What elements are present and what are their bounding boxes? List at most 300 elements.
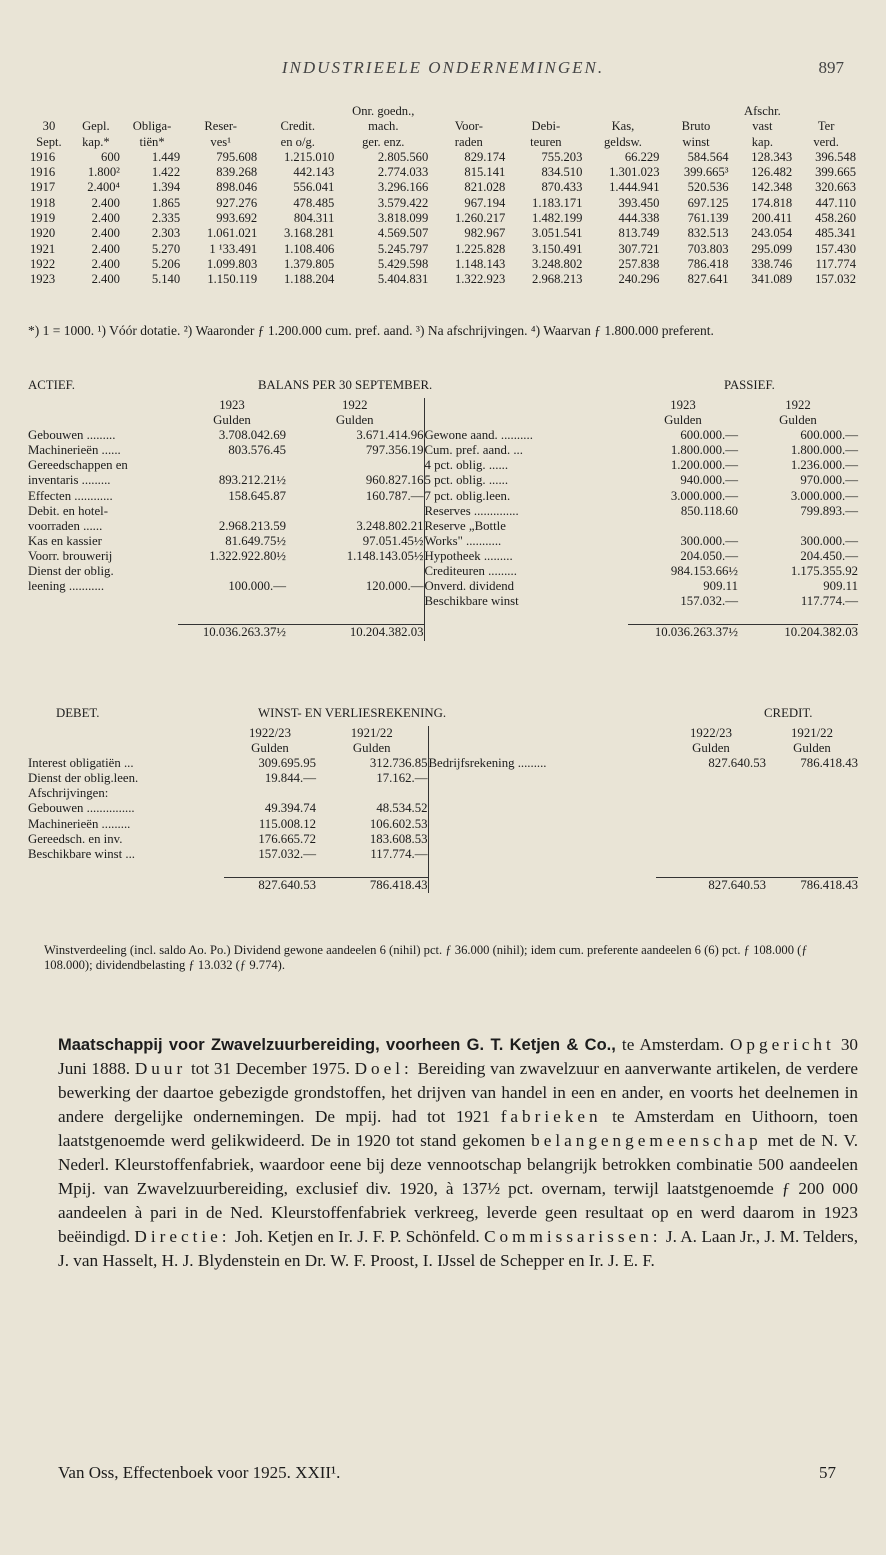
stat-cell: 761.139 [687,211,729,226]
account-label [28,756,224,771]
item-name: leening [28,579,66,594]
account-row [28,832,858,847]
account-value: 106.602.53 [316,817,428,832]
account-value [286,458,424,473]
stat-year: 1919 [30,211,56,226]
account-value [656,801,766,816]
balance-sheet [28,378,858,641]
stat-cell: 1.449 [151,149,181,164]
year-header: Gulden [286,413,424,428]
statistics-table [28,104,858,288]
account-value: 1.322.922.80½ [209,548,286,563]
year-header: Gulden [779,413,817,428]
account-label [424,594,628,609]
account-label [424,428,628,443]
stat-cell: 584.564 [687,149,729,164]
account-value: 19.844.— [264,771,316,786]
stat-header-text: Obliga- [132,119,172,134]
stat-row [28,257,858,272]
belang-text: met de N. V. Nederl. Kleurstoffenfabriek, waardoor eene bij deze vennootschap belangrijk betrokken combinatie 500 aandeelen Mpij. van Zwavelzuurbereiding, exclusief div. 1920, à 137½ pct. overnam, terwijl laatstgenoemde ƒ 200 000 aandeelen à pari in de Ned. Kleurstoffenfabriek verkreeg, leverde geen resultaat op en werd daarom in 1923 beëindigd. [58,1131,858,1246]
balance-center-title: BALANS PER 30 SEPTEMBER. [258,378,433,392]
total-value: 10.036.263.37½ [628,625,738,641]
stat-cell: 815.141 [464,165,506,180]
account-value [656,771,766,786]
doel-label: Doel: [354,1059,413,1078]
spacer [628,609,738,625]
account-value: 48.534.52 [316,801,428,816]
year-header: Gulden [316,741,428,756]
total-value: 786.418.43 [766,877,858,893]
account-row [28,771,858,786]
account-value: 309.695.95 [258,756,316,771]
account-value [656,832,766,847]
account-value: 850.118.60 [680,503,738,518]
account-value: 797.356.19 [286,443,424,458]
account-value: 1.148.143.05½ [286,549,424,564]
stat-cell: 1.108.406 [283,241,335,256]
stat-header-text: Reser- [204,119,237,134]
stat-column-header [661,104,730,119]
spacer [424,398,628,413]
commissarissen-text: J. A. Laan Jr., J. M. Telders, J. van Hasselt, H. J. Blydenstein en Dr. W. F. Proost, I. IJssel de Schepper en Ir. J. E. F. [58,1227,858,1270]
account-value [766,786,858,801]
account-label [428,771,656,786]
stat-cell: 982.967 [464,226,506,241]
stat-column-header [28,119,70,134]
stat-cell: 1.301.023 [609,165,660,180]
account-value: 2.968.213.59 [218,518,286,533]
stat-column-header [28,135,70,150]
account-value: 3.248.802.21 [286,519,424,534]
account-value: 1.236.000.— [790,458,858,473]
stat-cell: 1.148.143 [454,256,506,271]
directie-label: Directie: [134,1227,231,1246]
stat-cell: 243.054 [751,226,793,241]
account-value: 160.787.— [286,489,424,504]
account-value: 100.000.— [228,579,286,594]
stat-cell: 967.194 [464,195,506,210]
total-value: 10.204.382.03 [738,625,858,641]
account-value: 157.032.— [258,846,316,861]
stat-cell: 839.268 [216,165,258,180]
item-name: voorraden [28,518,80,533]
account-label [28,564,178,579]
leader-dots: ... [122,846,135,861]
account-value: 300.000.— [800,533,858,548]
stat-column-header [507,104,584,119]
leader-dots: ......... [83,428,116,443]
stat-cell: 755.203 [541,149,583,164]
stat-cell: 128.343 [751,149,793,164]
item-name: Machinerieën [28,443,99,458]
account-label [428,817,656,832]
stat-cell: 5.206 [151,256,181,271]
stat-column-header [584,119,661,134]
stat-cell: 1.061.021 [206,226,258,241]
stat-cell: 5.429.598 [377,256,429,271]
account-value: 120.000.— [286,579,424,594]
balance-right-title: PASSIEF. [724,378,775,392]
stat-cell: 2.303 [151,226,181,241]
item-name: Gereedschappen en [28,458,128,473]
account-label [424,564,628,579]
stat-header-text: Voor- [454,119,483,134]
account-row [28,489,858,504]
spacer [28,398,178,413]
account-label [424,549,628,564]
stat-year: 1921 [30,241,56,256]
stat-header-text: Bruto [681,119,711,134]
account-label [28,579,178,594]
year-header: 1922 [286,398,424,413]
stat-column-header [794,104,858,119]
stat-cell: 821.028 [464,180,506,195]
stat-cell: 813.749 [618,226,660,241]
stat-cell: 2.400⁴ [87,180,120,195]
year-header: 1922/23 [249,726,291,740]
stat-cell: 5.270 [151,241,181,256]
stat-cell: 1.150.119 [207,272,258,287]
stat-column-header [794,119,858,134]
stat-column-header [336,119,430,134]
account-value: 1.800.000.— [790,443,858,458]
stat-cell: 1.183.171 [532,195,583,210]
leader-dots: ......... [78,473,111,488]
leader-dots: ........... [65,579,105,594]
item-name: Hypotheek [424,548,481,563]
pl-left-title: DEBET. [56,706,100,720]
stat-row [28,226,858,241]
account-value: 3.000.000.— [670,488,738,503]
account-label [28,504,178,519]
account-label [424,579,628,594]
stat-cell: 4.569.507 [377,226,429,241]
account-row [28,473,858,488]
balance-table [28,398,858,641]
leader-dots: ...... [485,458,509,473]
account-value: 827.640.53 [708,756,766,771]
item-name: Interest obligatiën [28,756,121,771]
spacer [28,625,178,641]
stat-header-text: Onr. goedn., [352,104,415,118]
item-name: Voorr. brouwerij [28,548,113,563]
stat-cell: 257.838 [618,256,660,271]
stat-column-header [661,119,730,134]
account-label [28,817,224,832]
stat-cell: 2.400 [91,272,120,287]
spacer [428,862,656,878]
leader-dots: ............... [83,801,135,816]
account-label [28,428,178,443]
account-label [28,549,178,564]
stat-cell: 3.579.422 [377,195,429,210]
stat-header-text: Debi- [531,119,561,134]
account-value: 600.000.— [800,428,858,443]
account-value [178,504,286,519]
item-name: Gewone aand. [424,428,498,443]
stat-cell: 832.513 [687,226,729,241]
leader-dots: ......... [514,756,547,771]
account-label [28,594,178,609]
spacer [28,413,178,428]
stat-cell: 3.248.802 [532,256,583,271]
pl-heading [28,706,858,726]
stat-cell: 1.800² [87,165,120,180]
stat-cell: 993.692 [216,211,258,226]
stat-cell: 442.143 [293,165,335,180]
stat-header-row [28,104,858,119]
item-name: Gereedsch. en inv. [28,831,123,846]
stat-cell: 478.485 [293,195,335,210]
account-value: 799.893.— [800,503,858,518]
item-name: Reserve „Bottle [424,518,506,533]
account-label [428,832,656,847]
stat-header-text: raden [454,134,483,149]
account-value [766,832,858,847]
stat-cell: 3.051.541 [532,226,583,241]
account-value [316,786,428,801]
spacer [424,609,628,625]
stat-cell: 1.394 [151,180,181,195]
item-name: Gebouwen [28,428,84,443]
stat-year: 1922 [30,256,56,271]
account-label [428,801,656,816]
stat-year: 1923 [30,272,56,287]
stat-header-text: verd. [813,134,839,149]
stat-cell: 66.229 [624,149,660,164]
stat-cell: 2.400 [91,195,120,210]
leader-dots: ......... [480,548,513,563]
stat-cell: 834.510 [541,165,583,180]
balance-left-title: ACTIEF. [28,378,75,392]
stat-column-header [731,135,795,150]
stat-column-header [70,119,122,134]
spacer [428,877,656,893]
stat-header-text: Kas, [611,119,635,134]
stat-header-row [28,135,858,150]
item-name: Cum. pref. aand. [424,443,511,458]
account-label [424,458,628,473]
account-value: 17.162.— [316,771,428,786]
stat-cell: 396.548 [815,149,856,164]
stat-header-text: kap.* [82,134,110,149]
stat-cell: 2.968.213 [532,272,583,287]
stat-column-header [182,119,259,134]
account-label [28,473,178,488]
spacer [28,609,178,625]
stat-header-text: en o/g. [280,134,315,149]
stat-cell: 5.140 [151,272,181,287]
stat-cell: 295.099 [751,241,793,256]
year-header: 1921/22 [791,726,833,740]
year-header: Gulden [251,741,289,756]
pl-center-title: WINST- EN VERLIESREKENING. [258,706,447,720]
account-value: 1.200.000.— [670,458,738,473]
stat-cell: 5.404.831 [377,272,429,287]
account-label [428,786,656,801]
stat-cell: 1.188.204 [283,272,335,287]
item-name: Onverd. dividend [424,579,515,594]
stat-cell: 2.400 [91,211,120,226]
stat-cell: 703.803 [687,241,729,256]
leader-dots: ......... [484,564,517,579]
stat-cell: 393.450 [618,195,660,210]
stat-column-header [182,104,259,119]
account-value: 183.608.53 [316,832,428,847]
stat-column-header [507,135,584,150]
spacer [286,609,424,625]
account-label [424,519,628,534]
item-name: Works" [424,533,463,548]
account-value: 600.000.— [680,428,738,443]
account-row [28,549,858,564]
year-header: 1921/22 [316,726,428,741]
year-header: 1923 [219,398,245,412]
item-name: Dienst der oblig. [28,564,114,579]
stat-cell: 157.430 [815,241,856,256]
account-value: 909.11 [703,579,738,594]
year-header: Gulden [692,741,730,756]
account-row [28,428,858,443]
account-value: 3.708.042.69 [218,428,286,443]
stat-cell: 804.311 [293,211,335,226]
spacer [738,609,858,625]
stat-cell: 444.338 [618,211,660,226]
stat-cell: 786.418 [687,256,729,271]
account-value: 940.000.— [680,473,738,488]
account-value: 204.450.— [800,548,858,563]
stat-column-header [731,119,795,134]
account-value: 81.649.75½ [225,533,286,548]
stat-header-text: ves¹ [210,134,231,149]
directie-text: Joh. Ketjen en Ir. J. F. P. Schönfeld. [230,1227,485,1246]
stat-column-header [259,119,336,134]
account-value [766,817,858,832]
stat-cell: 399.665 [815,165,856,180]
stat-row [28,211,858,226]
year-header: 1922/23 [690,726,732,740]
stat-column-header [122,104,182,119]
stat-cell: 3.818.099 [377,211,429,226]
account-value [656,847,766,862]
account-label [28,847,224,862]
stat-cell: 1 ¹33.491 [209,241,258,256]
item-name: Bedrijfsrekening [428,756,515,771]
stat-cell: 2.774.033 [377,165,429,180]
total-row [28,625,858,641]
stat-row [28,272,858,287]
account-label [424,504,628,519]
stat-column-header [430,104,507,119]
account-label [28,801,224,816]
stat-row [28,242,858,257]
spacer [316,862,428,878]
spacer [28,726,224,741]
stat-cell: 697.125 [687,195,729,210]
account-row [28,504,858,519]
account-row [28,564,858,579]
spacer [28,741,224,756]
stat-cell: 320.663 [815,180,856,195]
stat-column-header [661,135,730,150]
stat-cell: 927.276 [216,195,258,210]
statistics-body [28,150,858,288]
account-value: 970.000.— [800,473,858,488]
account-label [428,756,656,771]
dividend-note: Winstverdeeling (incl. saldo Ao. Po.) Dividend gewone aandeelen 6 (nihil) pct. ƒ 36.000 (nihil); idem cum. preferente aandeelen 6 (6) pct. ƒ 108.000 (ƒ 108.000); dividendbelasting ƒ 13.032 (ƒ 9.774). [44,943,808,972]
stat-column-header [122,135,182,150]
stat-year: 1918 [30,195,56,210]
page-footer [58,1463,836,1483]
stat-row [28,165,858,180]
stat-cell: 458.260 [815,211,856,226]
leader-dots: ...... [485,473,509,488]
stat-header-text: geldsw. [603,134,642,149]
account-value: 3.000.000.— [790,488,858,503]
account-row [28,458,858,473]
stat-cell: 1.260.217 [454,211,506,226]
account-value [286,504,424,519]
spacer [28,877,224,893]
stat-column-header [430,119,507,134]
total-value: 10.204.382.03 [286,625,424,641]
stat-column-header [259,135,336,150]
item-name: Beschikbare winst [28,846,123,861]
spacer [424,625,628,641]
company-name: Maatschappij voor Zwavelzuurbereiding, voorheen G. T. Ketjen & Co., [58,1036,616,1054]
stat-header-text: winst [682,134,710,149]
stat-column-header [259,104,336,119]
stat-cell: 600 [101,149,120,164]
spacer [766,862,858,878]
balance-heading [28,378,858,398]
total-value: 786.418.43 [316,877,428,893]
stat-row [28,180,858,195]
stat-cell: 447.110 [815,195,856,210]
account-value: 115.008.12 [258,816,316,831]
stat-cell: 2.400 [91,226,120,241]
account-label [28,489,178,504]
account-value [178,458,286,473]
account-value: 803.576.45 [228,443,286,458]
stat-cell: 485.341 [815,226,856,241]
leader-dots: .......... [497,428,533,443]
stat-column-header [182,135,259,150]
item-name: Reserves [424,503,471,518]
stat-cell: 1.099.803 [206,256,258,271]
account-value: 300.000.— [680,533,738,548]
fabrieken-text: te Amsterdam en Uithoorn, toen laatstgenoemde werd gelikwideerd. De in 1920 tot stand gekomen [58,1107,858,1150]
stat-cell: 1.444.941 [609,180,660,195]
stat-year: 1920 [30,226,56,241]
account-value: 1.175.355.92 [790,564,858,579]
stat-column-header [507,119,584,134]
stat-cell: 399.665³ [683,165,729,180]
pl-right-title: CREDIT. [764,706,813,720]
leader-dots: ............ [71,488,113,503]
pl-table [28,726,858,893]
account-label [424,489,628,504]
account-label [28,519,178,534]
item-name: inventaris [28,473,79,488]
account-row [28,579,858,594]
account-row [28,519,858,534]
stat-header-text: tiën* [139,134,165,149]
stat-cell: 827.641 [687,272,729,287]
stat-column-header [336,135,430,150]
stat-cell: 1.482.199 [532,211,583,226]
stat-cell: 200.411 [751,211,793,226]
